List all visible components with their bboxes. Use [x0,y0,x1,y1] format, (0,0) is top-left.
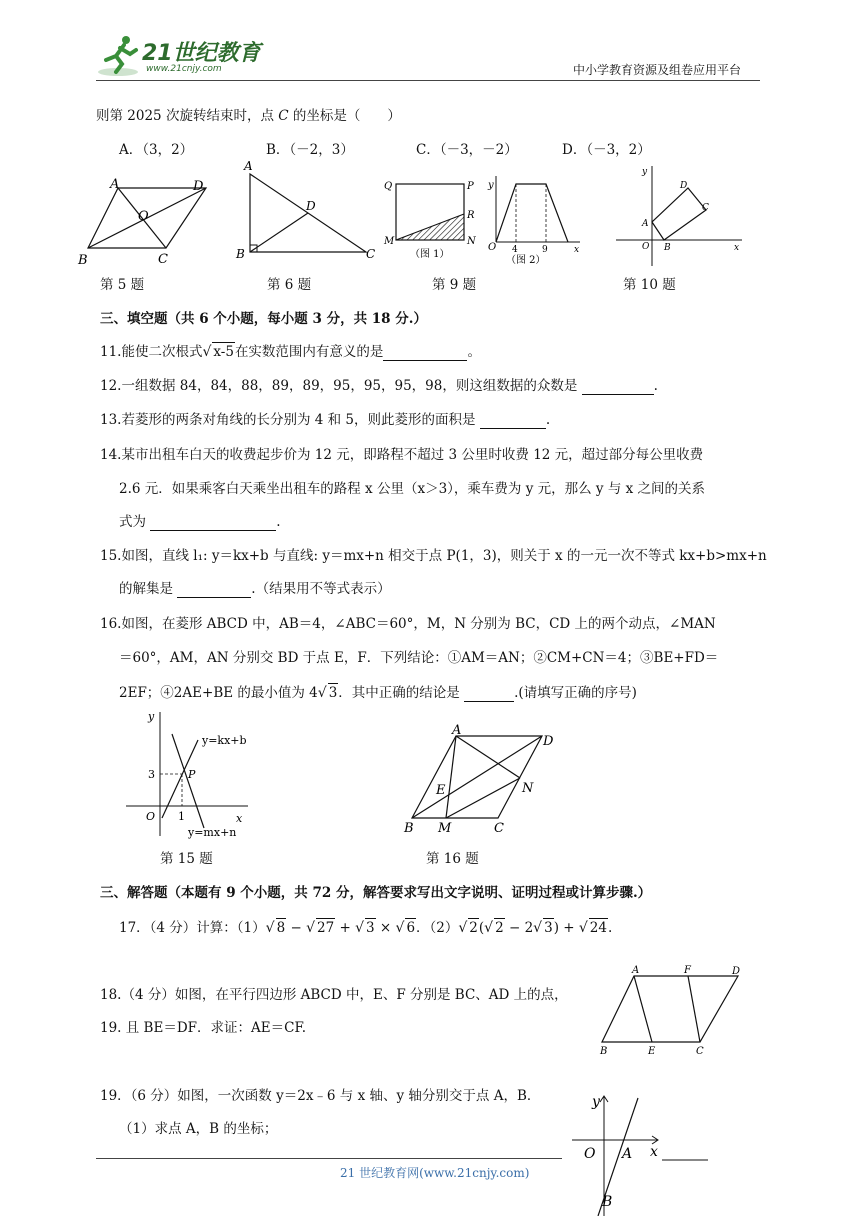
label-A: A [632,965,640,976]
question-11: 11.能使二次根式√ x-5在实数范围内有意义的是 。 [100,344,481,360]
label-y: y [642,167,648,177]
label-A: A [642,219,649,229]
question-14-line-2: 2.6 元．如果乘客白天乘坐出租车的路程 x 公里（x＞3），乘车费为 y 元，那么 y 与 x 之间的关系 [119,481,706,497]
label-C: C [158,252,168,267]
question-18-line-1: 18.（4 分）如图，在平行四边形 ABCD 中，E、F 分别是 BC、AD 上的点， [100,987,568,1003]
label-B: B [600,1046,608,1057]
header-logo [96,34,266,80]
figure-6-triangle [232,158,382,268]
label-O: O [138,209,149,224]
label-y-mx-n: y=mx+n [188,826,237,839]
caption-fig16: 第 16 题 [426,851,479,867]
label-y-kx-b: y=kx+b [202,734,247,747]
caption-fig15: 第 15 题 [160,851,213,867]
logo-main-text: 21世纪教育 [142,41,261,66]
label-B: B [404,821,414,836]
question-15-line-1: 15.如图，直线 l₁: y＝kx+b 与直线: y＝mx+n 相交于点 P(1，3)，则关于 x 的一元一次不等式 kx+b>mx+n [100,548,767,564]
question-17: 17．（4 分）计算：（1）√ 8 − √ 27 + √ 3 × √ 6．（2）√ 2(√ 2 − 2√ 3) + √ 24. [119,920,613,936]
caption-fig1: （图 1） [410,249,450,260]
footer-text: 21 世纪教育网(www.21cnjy.com) [340,1166,530,1180]
label-D: D [193,179,204,194]
label-y: y [148,710,155,723]
question-15-line-2: 的解集是 .（结果用不等式表示） [119,581,391,597]
question-12: 12.一组数据 84，84，88，89，89，95，95，95，98，则这组数据的众数是 . [100,378,658,394]
figure-5-parallelogram [76,176,216,271]
label-x: x [236,812,243,825]
label-O: O [584,1146,596,1162]
label-y: y [488,180,494,191]
label-O: O [488,242,497,253]
figure-19-line-graph [566,1092,716,1216]
label-M: M [438,821,452,836]
header-rule [96,80,760,81]
caption-fig10: 第 10 题 [623,277,676,293]
answer-blank[interactable] [177,597,251,598]
label-E: E [648,1046,656,1057]
answer-blank[interactable] [383,360,467,361]
question-16-line-3: 2EF；④2AE+BE 的最小值为 4√ 3．其中正确的结论是 .(请填写正确的序号) [119,685,637,701]
answer-blank[interactable] [582,394,654,395]
section-solve-title: 三、解答题（本题有 9 个小题，共 72 分，解答要求写出文字说明、证明过程或计算步骤.） [100,885,652,901]
option-d: D．（－3，2） [562,142,651,158]
label-O: O [642,242,650,252]
label-C: C [702,203,709,213]
label-F: F [684,965,691,976]
caption-fig9: 第 9 题 [432,277,477,293]
label-R: R [467,210,475,221]
label-B: B [78,253,88,268]
figure-9-graph [482,170,582,268]
caption-fig5: 第 5 题 [100,277,145,293]
label-A: A [244,159,253,173]
question-13: 13.若菱形的两条对角线的长分别为 4 和 5，则此菱形的面积是 . [100,412,551,428]
label-A: A [110,177,120,192]
label-N: N [522,781,534,796]
label-D: D [543,734,554,749]
figure-18-parallelogram [592,962,752,1058]
label-M: M [384,236,395,247]
label-D: D [306,199,316,213]
label-C: C [696,1046,704,1057]
label-B: B [664,243,671,253]
option-a: A．（3，2） [119,142,194,158]
question-16-line-1: 16.如图，在菱形 ABCD 中，AB＝4，∠ABC＝60°，M，N 分别为 BC，CD 上的两个动点，∠MAN [100,616,716,632]
figure-10-coordinate [610,160,750,270]
label-E: E [436,783,446,798]
section-fill-title: 三、填空题（共 6 个小题，每小题 3 分，共 18 分.） [100,311,427,327]
label-y: y [592,1094,600,1110]
label-D: D [732,966,741,977]
label-x: x [574,245,580,255]
footer-rule [96,1158,562,1159]
question-14-line-3: 式为 . [119,514,281,530]
label-x: x [650,1144,658,1160]
label-4: 4 [512,245,518,255]
header-right-text: 中小学教育资源及组卷应用平台 [573,63,742,77]
caption-fig6: 第 6 题 [267,277,312,293]
answer-blank[interactable] [480,428,546,429]
logo-url-text: www.21cnjy.com [146,64,222,74]
figure-9-rectangle [380,176,480,264]
label-C: C [366,247,376,261]
label-B: B [602,1194,613,1210]
label-P: P [188,768,196,781]
runner-logo-icon [96,34,144,78]
answer-blank[interactable] [464,701,514,702]
option-b: B．（－2，3） [266,142,354,158]
question-18-line-2: 19. 且 BE＝DF．求证：AE＝CF. [100,1020,307,1036]
question-16-line-2: ＝60°，AM，AN 分别交 BD 于点 E，F．下列结论：①AM＝AN；②CM+CN＝4；③BE+FD＝ [119,650,719,666]
label-3: 3 [148,768,155,781]
label-x: x [734,243,740,253]
label-A: A [452,724,462,738]
label-9: 9 [542,245,548,255]
label-N: N [467,236,476,247]
answer-blank[interactable] [150,530,276,531]
question-19-line-1: 19．（6 分）如图，一次函数 y＝2x﹣6 与 x 轴、y 轴分别交于点 A，B． [100,1088,541,1104]
label-P: P [467,181,474,192]
label-C: C [494,821,504,836]
label-D: D [680,181,688,191]
label-A: A [622,1146,633,1162]
label-Q: Q [384,181,393,192]
label-B: B [236,247,245,261]
figure-16-rhombus [398,724,568,836]
option-c: C．（－3，－2） [416,142,518,158]
question-continuation: 则第 2025 次旋转结束时，点 C 的坐标是（ ） [96,108,401,124]
question-14-line-1: 14.某市出租车白天的收费起步价为 12 元，即路程不超过 3 公里时收费 12 元，超过部分每公里收费 [100,447,704,463]
label-O: O [146,810,156,823]
figure-15-graph [120,704,270,844]
label-1: 1 [178,810,185,823]
question-19-line-2: （1）求点 A，B 的坐标； [119,1121,278,1137]
caption-fig2: （图 2） [506,255,546,266]
